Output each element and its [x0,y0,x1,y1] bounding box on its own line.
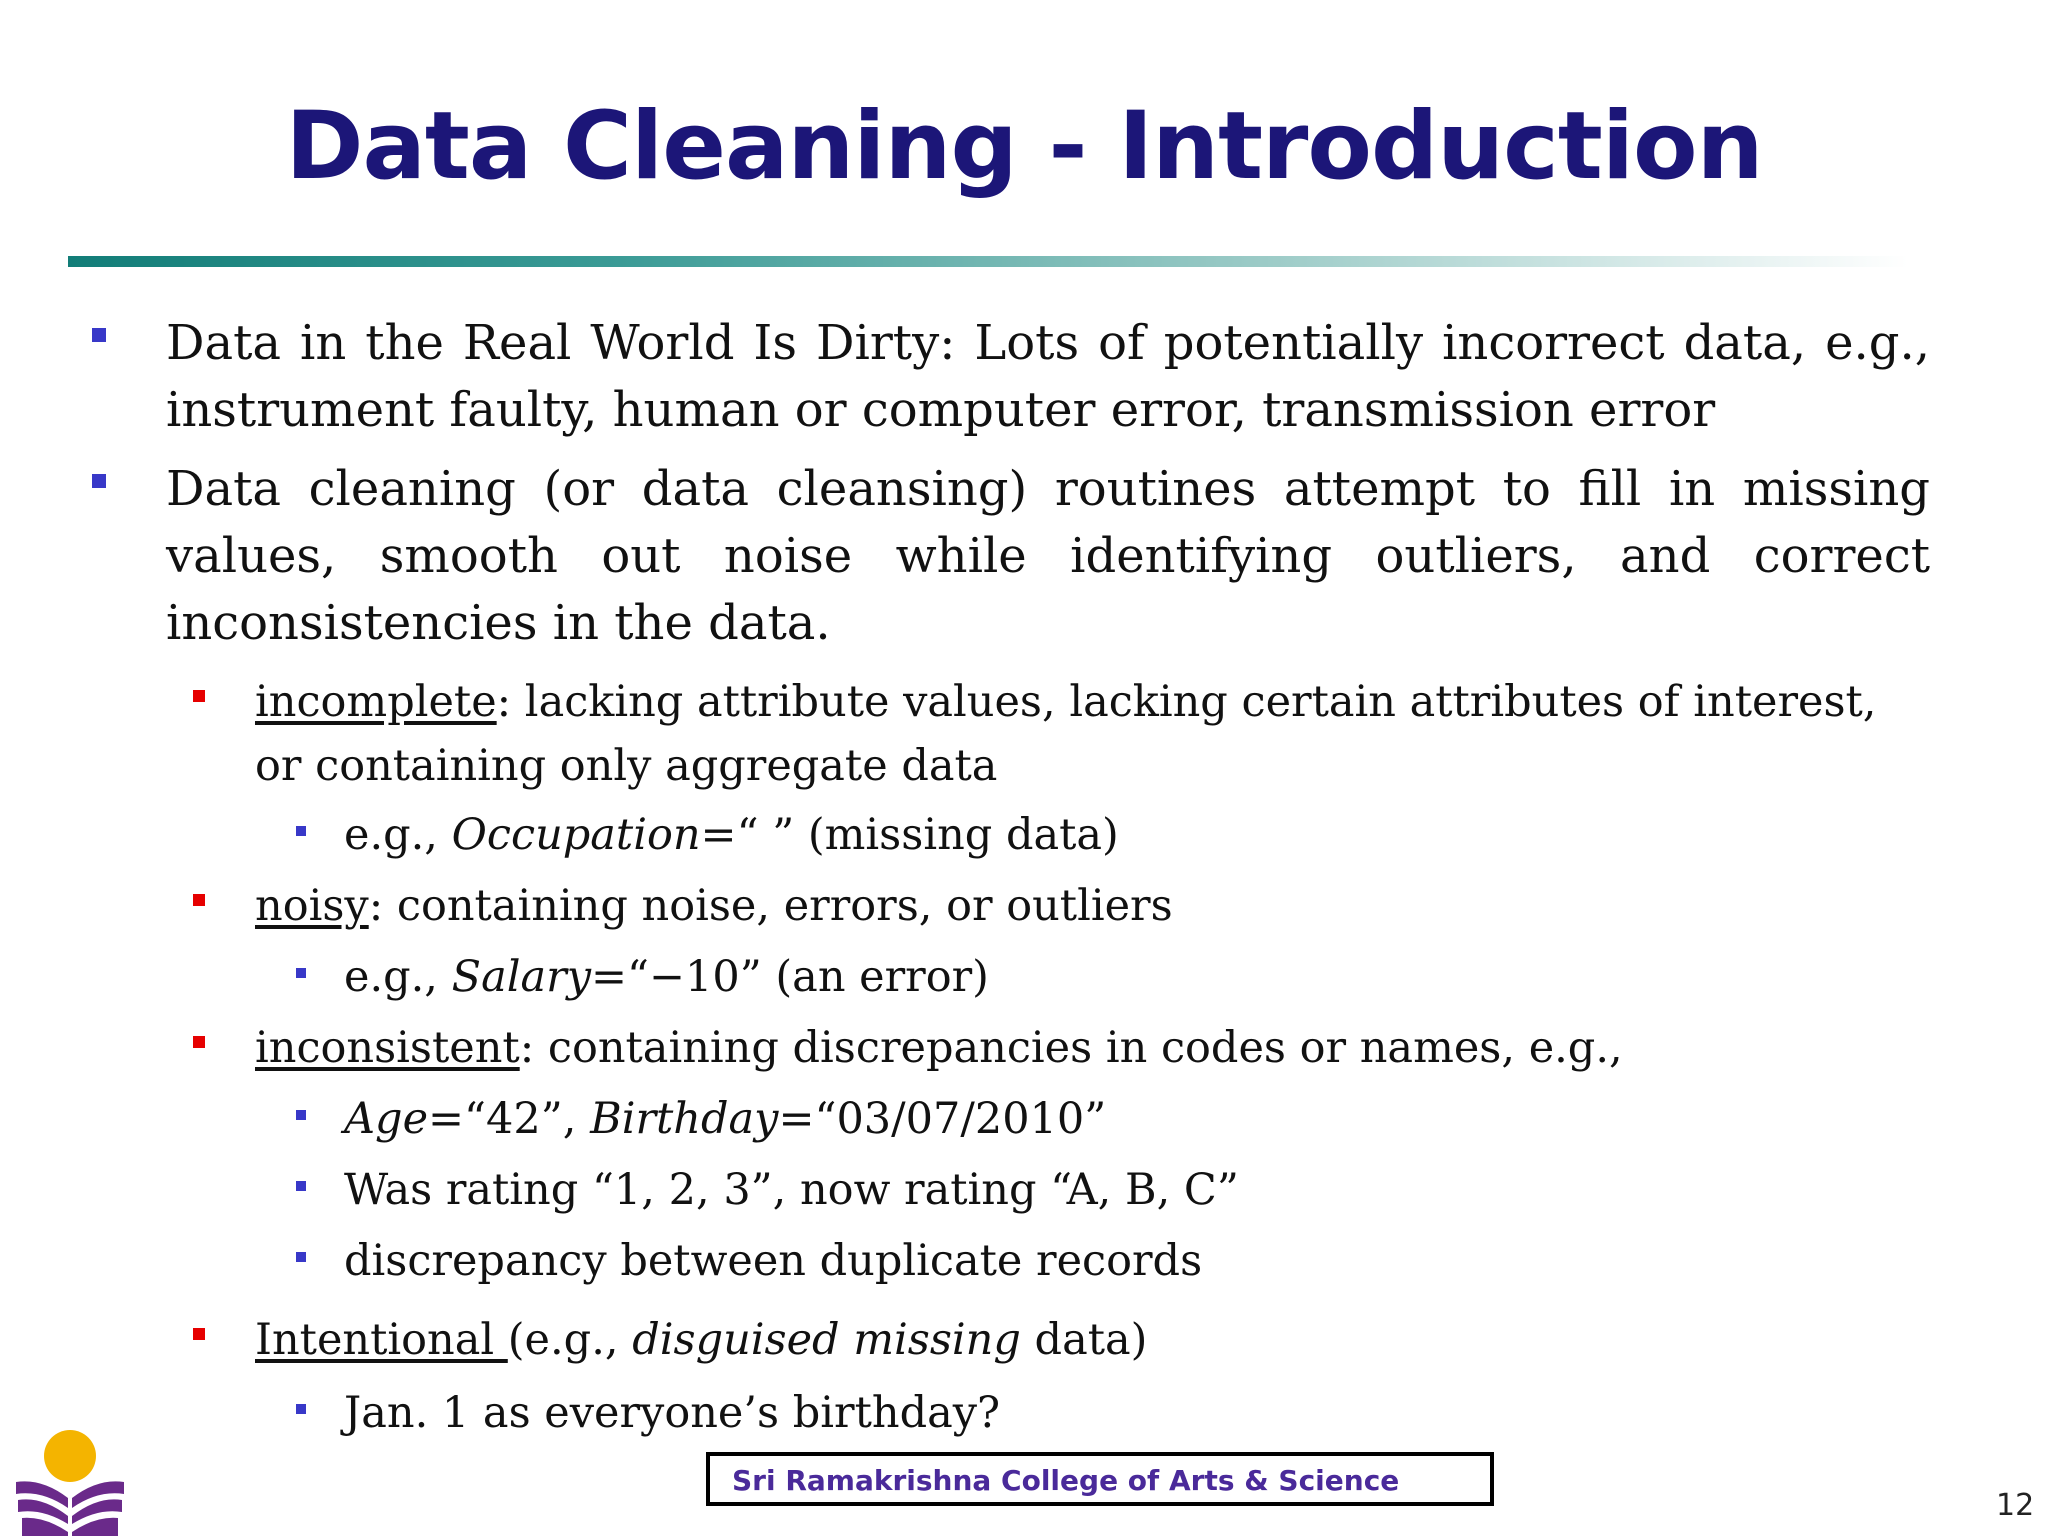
example-age-birthday [344,1087,1844,1151]
inconsistent-desc: : containing discrepancies in codes or names, e.g., [519,1023,1623,1073]
bullet-intentional [255,1308,1935,1372]
intentional-rest: data) [1020,1315,1148,1365]
var-occupation: Occupation [451,810,701,860]
footer-banner [706,1452,1494,1506]
noisy-desc: : containing noise, errors, or outliers [368,881,1173,931]
example-rating: Was rating “1, 2, 3”, now rating “A, B, C” [344,1165,1239,1215]
example-duplicate: discrepancy between duplicate records [344,1236,1203,1286]
page-number: 12 [1996,1488,2035,1523]
example-birthday-jan1: Jan. 1 as everyone’s birthday? [344,1388,1001,1438]
bullet-marker [296,968,306,978]
bullet-marker [193,690,205,702]
title-divider [68,256,1908,267]
var-age: Age [344,1094,429,1144]
example-occupation [344,803,1844,867]
bullet-marker [193,1328,205,1340]
bullet-marker [92,474,106,488]
footer-college-name: Sri Ramakrishna College of Arts & Science [732,1464,1400,1497]
bullet-marker [193,894,205,906]
bullet-inconsistent [255,1016,1935,1080]
example-prefix: e.g., [344,952,452,1002]
slide-title: Data Cleaning - Introduction [285,92,1763,201]
bullet-marker [296,826,306,836]
term-incomplete: incomplete [255,677,497,727]
term-noisy: noisy [255,881,369,931]
example-rest: =“03/07/2010” [778,1094,1107,1144]
bullet-marker [193,1036,205,1048]
college-logo-icon [12,1428,128,1536]
bullet-incomplete [255,670,1935,798]
example-mid: =“42”, [428,1094,591,1144]
bullet-marker [296,1252,306,1262]
intentional-mid: (e.g., [507,1315,633,1365]
incomplete-desc-2: or containing only aggregate data [255,741,998,791]
bullet-noisy [255,874,1935,938]
bullet-dirty-data: Data in the Real World Is Dirty: Lots of potentially incorrect data, e.g., instrument faulty, human or computer error, transmission error [166,315,1930,438]
example-salary [344,945,1844,1009]
var-birthday: Birthday [590,1094,779,1144]
bullet-data-cleaning: Data cleaning (or data cleansing) routines attempt to fill in missing values, smooth out noise while identifying outliers, and correct inconsistencies in the data. [166,461,1930,651]
bullet-marker [92,328,106,342]
bullet-marker [296,1404,306,1414]
bullet-marker [296,1110,306,1120]
example-prefix: e.g., [344,810,452,860]
term-inconsistent: inconsistent [255,1023,520,1073]
intentional-italic: disguised missing [632,1315,1021,1365]
example-rest: =“ ” (missing data) [700,810,1119,860]
bullet-marker [296,1181,306,1191]
var-salary: Salary [451,952,591,1002]
incomplete-desc: : lacking attribute values, lacking certain attributes of interest, [496,677,1877,727]
example-rest: =“−10” (an error) [591,952,989,1002]
term-intentional: Intentional [255,1315,508,1365]
